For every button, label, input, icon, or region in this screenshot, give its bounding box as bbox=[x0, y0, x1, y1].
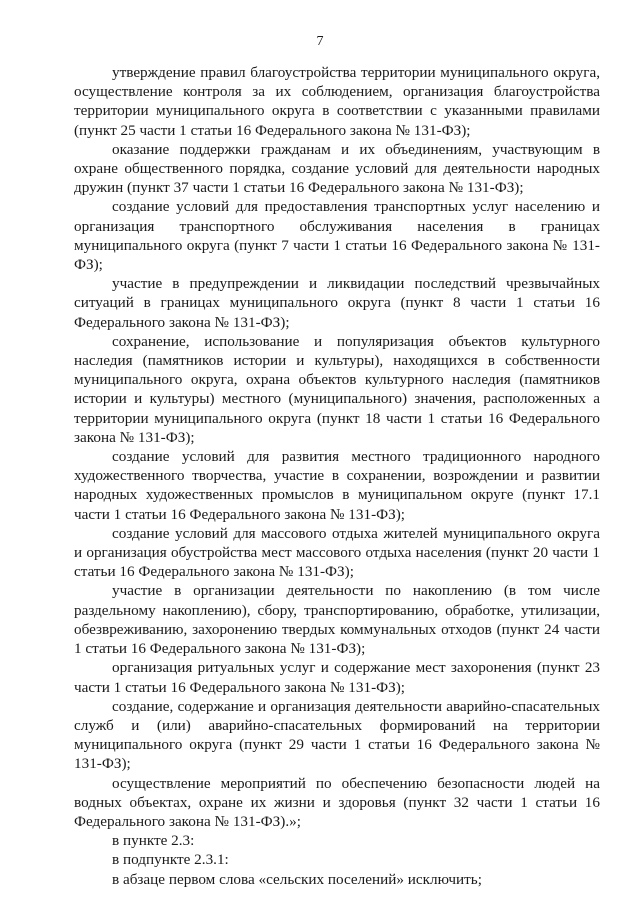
page-number: 7 bbox=[316, 34, 324, 49]
paragraph-landscaping: утверждение правил благоустройства территории муниципального округа, осуществление контроля за их соблюдением, организация благоустройства территории муниципального округа в соответствии с указанными правилами (пункт 25 части 1 статьи 16 Федерального закона № 131-ФЗ); bbox=[74, 64, 600, 139]
paragraph-cultural-heritage: сохранение, использование и популяризация объектов культурного наследия (памятников истории и культуры), находящихся в собственности муниципального округа, охрана объектов культурного наследия (памятников истории и культуры) местного (муниципального) значения, расположенных а территории муниципального округа (пункт 18 части 1 статьи 16 Федерального закона № 131-ФЗ); bbox=[74, 332, 600, 446]
document-body bbox=[74, 63, 600, 889]
paragraph-waste: участие в организации деятельности по накоплению (в том числе раздельному накоплению), сбору, транспортированию, обработке, утилизации, обезвреживанию, захоронению твердых коммунальных отходов (пункт 24 части 1 статьи 16 Федерального закона № 131-ФЗ); bbox=[74, 582, 600, 658]
paragraph-transport: создание условий для предоставления транспортных услуг населению и организация транспортного обслуживания населения в границах муниципального округа (пункт 7 части 1 статьи 16 Федерального закона № 131-ФЗ); bbox=[74, 198, 600, 274]
paragraph-water-safety: осуществление мероприятий по обеспечению безопасности людей на водных объектах, охране их жизни и здоровья (пункт 32 части 1 статьи 16 Федерального закона № 131-ФЗ).»; bbox=[74, 774, 600, 830]
paragraph-emergencies: участие в предупреждении и ликвидации последствий чрезвычайных ситуаций в границах муниципального округа (пункт 8 части 1 статьи 16 Федерального закона № 131-ФЗ); bbox=[74, 275, 600, 331]
paragraph-recreation: создание условий для массового отдыха жителей муниципального округа и организация обустройства мест массового отдыха населения (пункт 20 части 1 статьи 16 Федерального закона № 131-ФЗ); bbox=[74, 524, 600, 581]
paragraph-subitem-2-3-1: в подпункте 2.3.1: bbox=[112, 851, 229, 869]
paragraph-rescue-services: создание, содержание и организация деятельности аварийно-спасательных служб и (или) аварийно-спасательных формирований на территории муниципального округа (пункт 29 части 1 статьи 16 Федерального закона № 131-ФЗ); bbox=[74, 697, 600, 773]
paragraph-funeral-services: организация ритуальных услуг и содержание мест захоронения (пункт 23 части 1 статьи 16 Федерального закона № 131-ФЗ); bbox=[74, 659, 600, 696]
paragraph-item-2-3: в пункте 2.3: bbox=[112, 832, 195, 850]
paragraph-public-order: оказание поддержки гражданам и их объединениям, участвующим в охране общественного порядка, создание условий для деятельности народных дружин (пункт 37 части 1 статьи 16 Федерального закона № 131-ФЗ); bbox=[74, 140, 600, 197]
paragraph-first-abzac: в абзаце первом слова «сельских поселений» исключить; bbox=[112, 870, 482, 888]
paragraph-folk-art: создание условий для развития местного традиционного народного художественного творчества, участие в сохранении, возрождении и развитии народных художественных промыслов в муниципальном округе (пункт 17.1 части 1 статьи 16 Федерального закона № 131-ФЗ); bbox=[74, 448, 600, 523]
